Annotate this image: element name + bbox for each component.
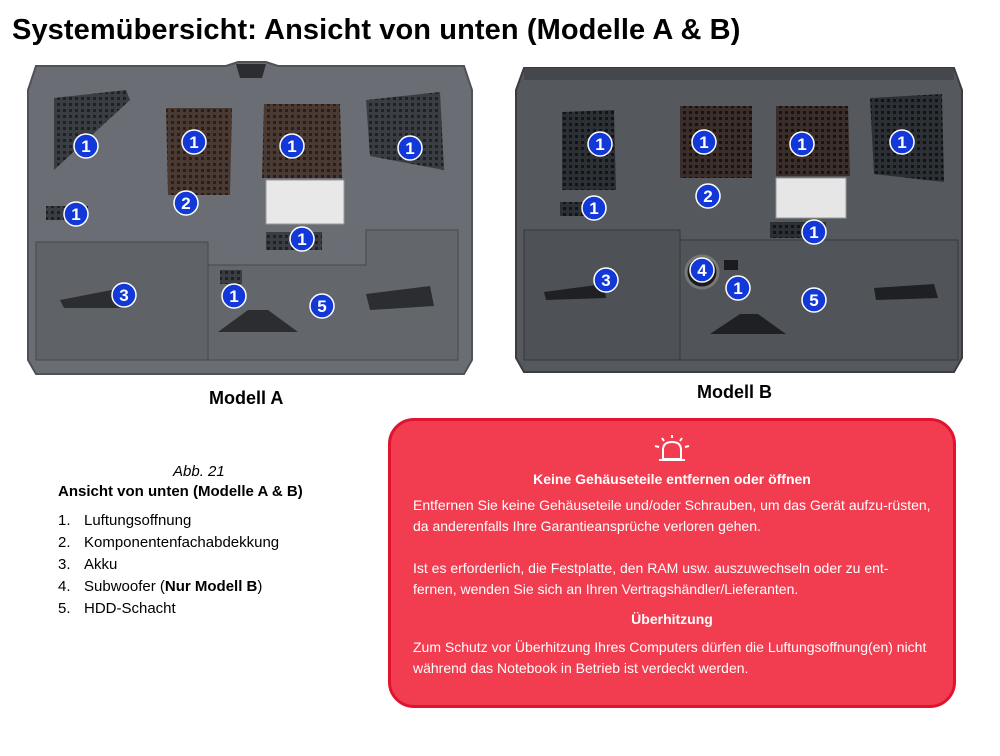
- svg-text:1: 1: [733, 279, 743, 298]
- svg-text:1: 1: [595, 135, 605, 154]
- list-item: 3. Akku: [58, 556, 118, 573]
- svg-text:4: 4: [697, 261, 707, 280]
- svg-text:3: 3: [119, 286, 129, 305]
- svg-text:1: 1: [81, 137, 91, 156]
- svg-text:5: 5: [317, 297, 327, 316]
- figure-number: Abb. 21: [173, 463, 225, 480]
- warning-paragraph: Entfernen Sie keine Gehäuseteile und/oder Schrauben, um das Gerät aufzu-rüsten, da anderenfalls Ihre Garantieansprüche verloren gehen.: [413, 497, 931, 534]
- svg-text:1: 1: [297, 230, 307, 249]
- svg-text:2: 2: [703, 187, 713, 206]
- svg-text:1: 1: [405, 139, 415, 158]
- svg-text:5: 5: [809, 291, 819, 310]
- svg-text:1: 1: [809, 223, 819, 242]
- list-item: 5. HDD-Schacht: [58, 600, 176, 617]
- svg-text:1: 1: [589, 199, 599, 218]
- warning-paragraph: Zum Schutz vor Überhitzung Ihres Computers dürfen die Luftungsoffnung(en) nicht während das Notebook in Betrieb ist verdeckt werden.: [413, 639, 927, 676]
- svg-text:1: 1: [287, 137, 297, 156]
- model-a-label: Modell A: [209, 388, 284, 408]
- label-sticker: [266, 180, 344, 224]
- foot-top: [236, 64, 266, 78]
- small-port: [724, 260, 738, 270]
- model-a-photo: [26, 60, 474, 378]
- warning-heading: Keine Gehäuseteile entfernen oder öffnen: [533, 471, 811, 487]
- legend-list: [58, 510, 368, 620]
- figure-caption: [58, 463, 368, 620]
- svg-text:1: 1: [71, 205, 81, 224]
- list-item: 4. Subwoofer (Nur Modell B): [58, 578, 263, 595]
- svg-text:1: 1: [229, 287, 239, 306]
- svg-text:1: 1: [897, 133, 907, 152]
- vent-hdd: [220, 270, 242, 284]
- label-sticker: [776, 178, 846, 218]
- alarm-bell-icon: [651, 435, 693, 465]
- chassis-top-strip: [524, 68, 954, 80]
- svg-text:1: 1: [189, 133, 199, 152]
- svg-text:2: 2: [181, 194, 191, 213]
- list-item: 2. Komponentenfachabdekkung: [58, 534, 280, 551]
- svg-text:1: 1: [797, 135, 807, 154]
- svg-text:1: 1: [699, 133, 709, 152]
- page-title: Systemübersicht: Ansicht von unten (Modelle A & B): [12, 14, 741, 46]
- warning-box: [388, 418, 956, 708]
- figure-title: Ansicht von unten (Modelle A & B): [58, 483, 303, 500]
- model-b-label: Modell B: [697, 382, 772, 402]
- model-b-photo: [514, 62, 968, 376]
- list-item: 1. Luftungsoffnung: [58, 512, 192, 529]
- overheating-heading: Überhitzung: [631, 611, 713, 627]
- warning-paragraph: Ist es erforderlich, die Festplatte, den RAM usw. auszuwechseln oder zu ent-fernen, wenden Sie sich an Ihren Vertragshändler/Lieferanten.: [413, 560, 889, 597]
- svg-text:3: 3: [601, 271, 611, 290]
